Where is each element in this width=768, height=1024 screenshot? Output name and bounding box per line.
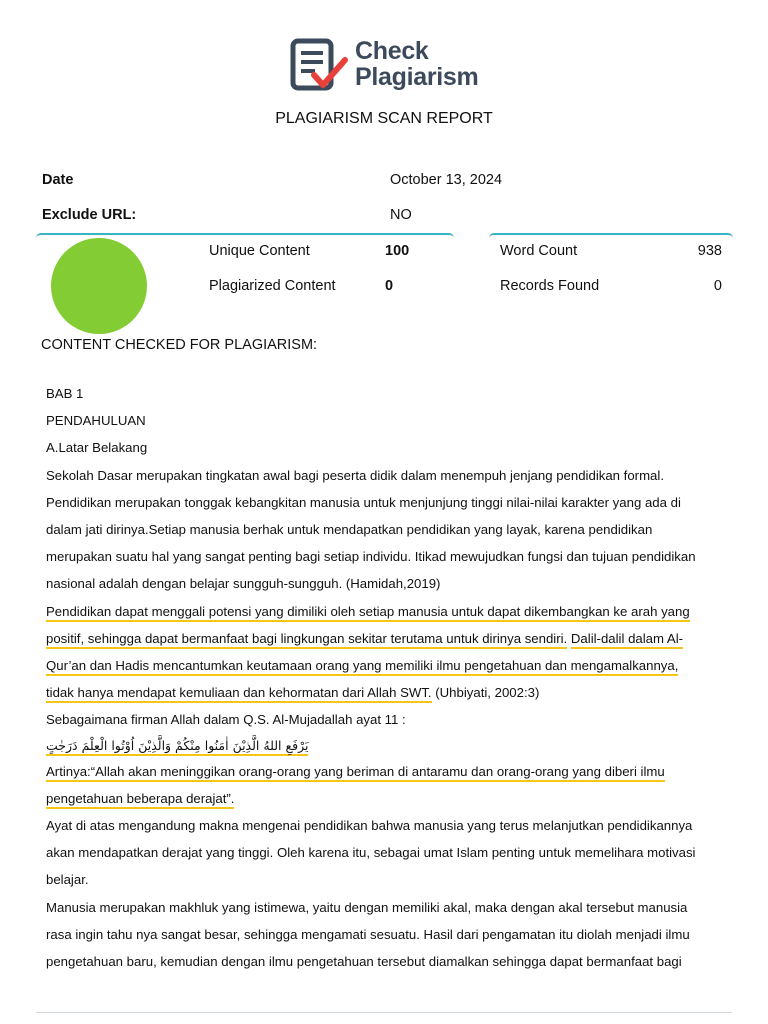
content-line: BAB 1	[46, 386, 84, 401]
content-line: merupakan suatu hal yang sangat penting bagi setiap individu. Itikad mewujudkan fungsi dan tujuan pendidikan	[46, 549, 696, 565]
content-line: Sebagaimana firman Allah dalam Q.S. Al-Mujadallah ayat 11 :	[46, 712, 406, 728]
brand-name	[355, 38, 478, 90]
checked-content	[46, 380, 726, 975]
content-line	[46, 785, 726, 812]
plagiarized-content-value: 0	[385, 278, 394, 294]
exclude-url-label: Exclude URL:	[42, 207, 137, 223]
content-line: PENDAHULUAN	[46, 413, 146, 429]
count-stats-card-divider	[489, 233, 733, 238]
highlighted-text: Pendidikan dapat menggali potensi yang dimiliki oleh setiap manusia untuk dapat dikembangkan ke arah yang	[46, 604, 690, 622]
plagiarized-content-label: Plagiarized Content	[209, 278, 336, 294]
unique-content-value: 100	[385, 243, 410, 259]
unique-content-label: Unique Content	[209, 243, 310, 259]
content-line: Sekolah Dasar merupakan tingkatan awal bagi peserta didik dalam menempuh jenjang pendidikan formal.	[46, 467, 664, 483]
content-line: nasional adalah dengan belajar sungguh-sungguh. (Hamidah,2019)	[46, 576, 441, 592]
brand-line-2: Plagiarism	[355, 63, 479, 91]
brand-logo	[290, 38, 490, 94]
content-line: Pendidikan merupakan tonggak kebangkitan manusia untuk menjunjung tinggi nilai-nilai karakter yang ada di	[46, 494, 681, 510]
content-line	[46, 598, 726, 625]
records-found-value: 0	[713, 278, 722, 294]
content-line-arabic	[46, 734, 726, 758]
highlighted-arabic-verse: يَرْفَعِ اللهُ الَّذِيْنَ اٰمَنُوا مِنْكُمْ وَالَّذِيْنَ اُوْتُوا الْعِلْمَ دَرَجٰتٍ	[46, 738, 308, 756]
date-label: Date	[42, 172, 74, 188]
exclude-url-value: NO	[390, 207, 412, 223]
date-value: October 13, 2024	[390, 172, 503, 188]
highlighted-text: positif, sehingga dapat bermanfaat bagi lingkungan sekitar terutama untuk dirinya sendiri.	[46, 631, 567, 649]
highlighted-text: Artinya:“Allah akan meninggikan orang-orang yang beriman di antaramu dan orang-orang yang diberi ilmu	[46, 764, 665, 782]
brand-line-1: Check	[355, 37, 429, 65]
document-check-icon	[290, 38, 350, 94]
report-title: PLAGIARISM SCAN REPORT	[275, 110, 493, 127]
content-line	[46, 625, 726, 652]
content-line: pengetahuan baru, kemudian dengan ilmu pengetahuan tersebut diamalkan sehingga dapat bermanfaat bagi	[46, 954, 682, 970]
word-count-value: 938	[697, 243, 722, 259]
highlighted-text: pengetahuan beberapa derajat”.	[46, 791, 234, 809]
word-count-label: Word Count	[500, 243, 578, 259]
content-line: A.Latar Belakang	[46, 440, 148, 456]
highlighted-text: Dalil-dalil dalam Al-	[571, 631, 683, 649]
content-line: Manusia merupakan makhluk yang istimewa, yaitu dengan memiliki akal, maka dengan akal tersebut manusia	[46, 899, 688, 915]
content-line: Ayat di atas mengandung makna mengenai pendidikan bahwa manusia yang terus melanjutkan pendidikannya	[46, 818, 693, 834]
content-line	[46, 652, 726, 679]
highlighted-text: Qur’an dan Hadis mencantumkan keutamaan orang yang memiliki ilmu pengetahuan dan mengamalkannya,	[46, 658, 678, 676]
content-line: belajar.	[46, 872, 89, 888]
content-line: tidak hanya mendapat kemuliaan dan kehormatan dari Allah SWT. (Uhbiyati, 2002:3)	[46, 679, 726, 706]
content-line: akan mendapatkan derajat yang tinggi. Oleh karena itu, sebagai umat Islam penting untuk memelihara motivasi	[46, 845, 696, 861]
highlighted-text: tidak hanya mendapat kemuliaan dan kehormatan dari Allah SWT.	[46, 685, 432, 703]
content-line: rasa ingin tahu nya sangat besar, sehingga mengamati sesuatu. Hasil dari pengamatan itu diolah menjadi ilmu	[46, 926, 690, 942]
content-line: dalam jati dirinya.Setiap manusia berhak untuk mendapatkan pendidikan yang layak, karena pendidikan	[46, 522, 653, 538]
unique-content-pie	[51, 238, 147, 334]
records-found-label: Records Found	[500, 278, 600, 294]
page-bottom-divider	[36, 1012, 732, 1013]
section-title: CONTENT CHECKED FOR PLAGIARISM:	[41, 337, 318, 353]
content-line	[46, 758, 726, 785]
